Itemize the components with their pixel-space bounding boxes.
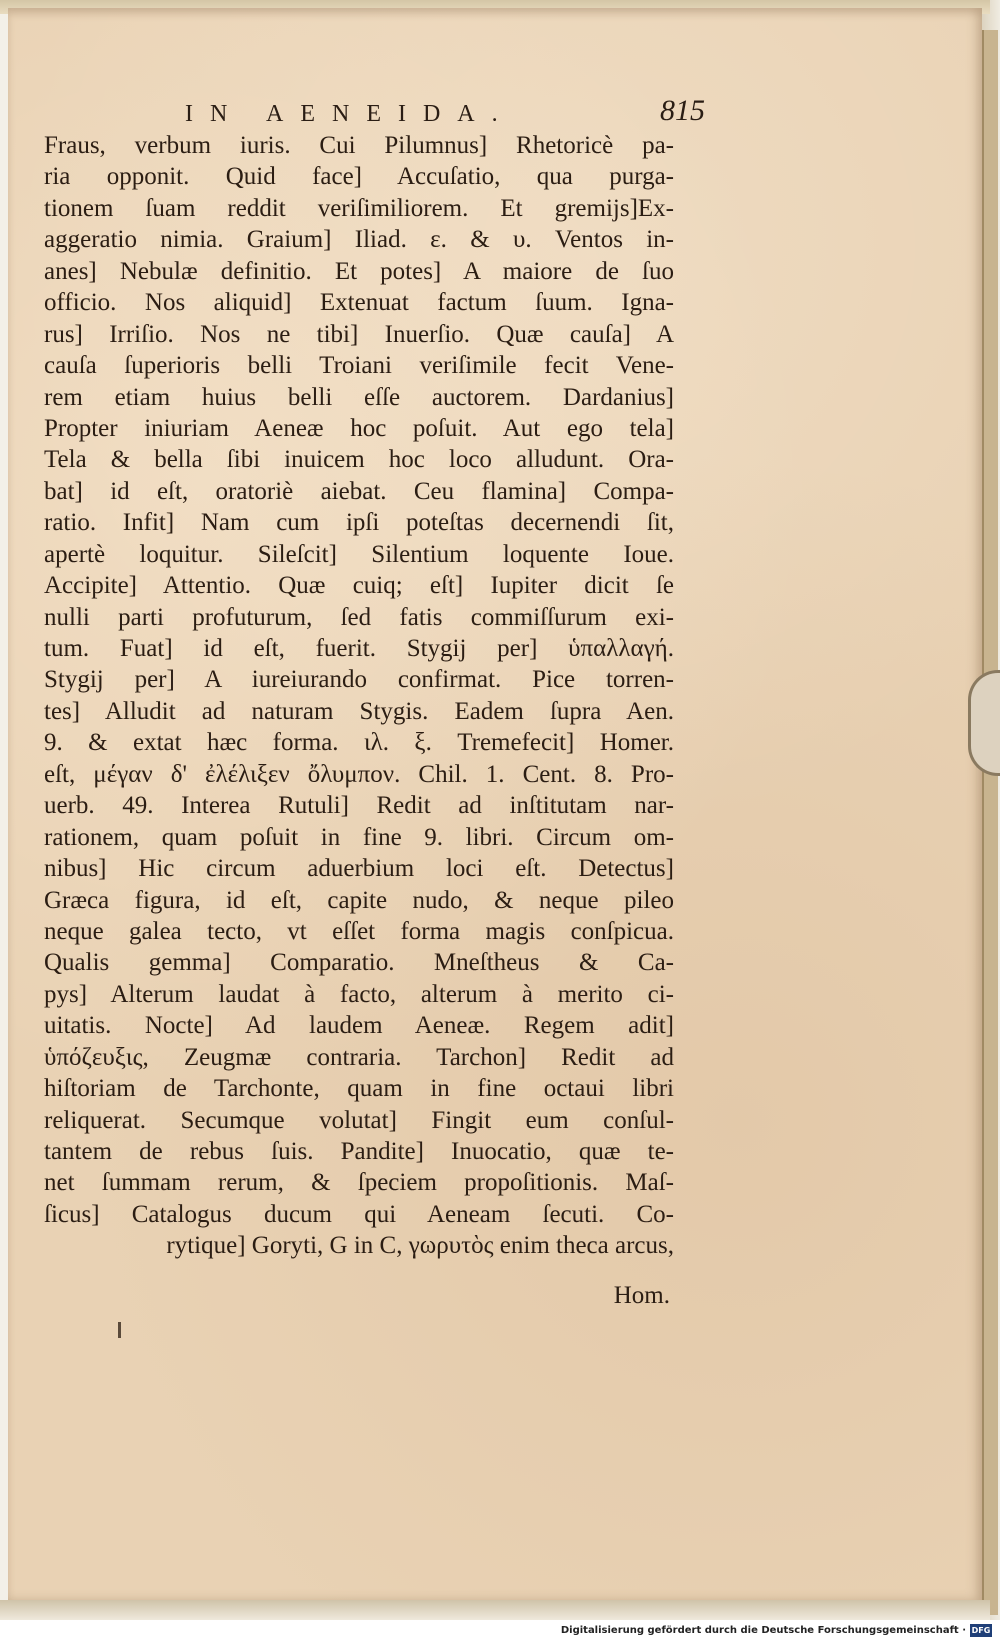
text-line: rytique] Goryti, G in C, γωρυτὸς enim theca arcus,	[166, 1232, 674, 1260]
text-line: ria opponit. Quid face] Accuſatio, qua purga-	[44, 163, 674, 191]
running-title: IN AENEIDA.	[185, 101, 515, 127]
text-line: Qualis gemma] Comparatio. Mneſtheus & Ca-	[44, 949, 674, 977]
text-line: officio. Nos aliquid] Extenuat factum ſuum. Igna-	[44, 289, 674, 317]
text-line: cauſa ſuperioris belli Troiani veriſimile fecit Vene-	[44, 352, 674, 380]
text-line: neque galea tecto, vt eſſet forma magis conſpicua.	[44, 917, 674, 945]
text-line: reliquerat. Secumque volutat] Fingit eum conſul-	[44, 1106, 674, 1134]
text-line: nulli parti profuturum, ſed fatis commiſſurum exi-	[44, 603, 674, 631]
commentary-text	[44, 130, 674, 1262]
text-line: Tela & bella ſibi inuicem hoc loco alludunt. Ora-	[44, 446, 674, 474]
text-line: rus] Irriſio. Nos ne tibi] Inuerſio. Quæ cauſa] A	[44, 320, 674, 348]
binding-clip	[968, 670, 1000, 776]
catchword: Hom.	[613, 1282, 670, 1309]
dfg-logo: DFG	[971, 1626, 991, 1635]
text-line: bat] id eſt, oratoriè aiebat. Ceu flamina] Compa-	[44, 477, 674, 505]
text-line: net ſummam rerum, & ſpeciem propoſitionis. Maſ-	[44, 1169, 674, 1197]
text-line: pys] Alterum laudat à facto, alterum à merito ci-	[44, 980, 674, 1008]
text-line: tum. Fuat] id eſt, fuerit. Stygij per] ὑπαλλαγή.	[44, 635, 674, 662]
text-line: rationem, quam poſuit in fine 9. libri. Circum om-	[44, 823, 674, 851]
text-line: Stygij per] A iureiurando confirmat. Pice torren-	[44, 666, 674, 694]
text-line: anes] Nebulæ definitio. Et potes] A maiore de ſuo	[44, 257, 674, 285]
text-line: Fraus, verbum iuris. Cui Pilumnus] Rhetoricè pa-	[44, 132, 674, 159]
funding-credit: Digitalisierung gefördert durch die Deutsche Forschungsgemeinschaft ·	[560, 1625, 966, 1636]
text-line: tes] Alludit ad naturam Stygis. Eadem ſupra Aen.	[44, 697, 674, 725]
text-line: uerb. 49. Interea Rutuli] Redit ad inſtitutam nar-	[44, 792, 674, 820]
text-line: 9. & extat hæc forma. ιλ. ξ. Tremefecit] Homer.	[44, 729, 674, 757]
text-line: hiſtoriam de Tarchonte, quam in fine octaui libri	[44, 1075, 674, 1103]
text-line: nibus] Hic circum aduerbium loci eſt. Detectus]	[44, 855, 674, 883]
text-line: tionem ſuam reddit veriſimiliorem. Et gremijs]Ex-	[44, 194, 674, 222]
text-line: Græca figura, id eſt, capite nudo, & neque pileo	[44, 886, 674, 914]
text-line: rem etiam huius belli eſſe auctorem. Dardanius]	[44, 383, 674, 411]
book-edge-right	[982, 30, 998, 1615]
page-number: 815	[660, 94, 705, 127]
text-line: aggeratio nimia. Graium] Iliad. ε. & υ. Ventos in-	[44, 226, 674, 254]
text-line: Accipite] Attentio. Quæ cuiq; eſt] Iupiter dicit ſe	[44, 572, 674, 600]
text-line: Propter iniuriam Aeneæ hoc poſuit. Aut ego tela]	[44, 414, 674, 442]
text-line: eſt, μέγαν δ' ἐλέλιξεν ὄλυμπον. Chil. 1. Cent. 8. Pro-	[44, 760, 674, 788]
text-line: apertè loquitur. Sileſcit] Silentium loquente Ioue.	[44, 540, 674, 568]
text-line: tantem de rebus ſuis. Pandite] Inuocatio, quæ te-	[44, 1138, 674, 1165]
running-head	[185, 88, 705, 128]
text-line: ratio. Infit] Nam cum ipſi poteſtas decernendi ſit,	[44, 509, 674, 537]
text-line: ὑπόζευξις, Zeugmæ contraria. Tarchon] Redit ad	[44, 1043, 674, 1071]
text-line: ſicus] Catalogus ducum qui Aeneam ſecuti. Co-	[44, 1200, 674, 1228]
stray-ink-mark	[118, 1322, 121, 1338]
text-line: uitatis. Nocte] Ad laudem Aeneæ. Regem adit]	[44, 1012, 674, 1040]
book-edge-bottom	[0, 1600, 990, 1620]
